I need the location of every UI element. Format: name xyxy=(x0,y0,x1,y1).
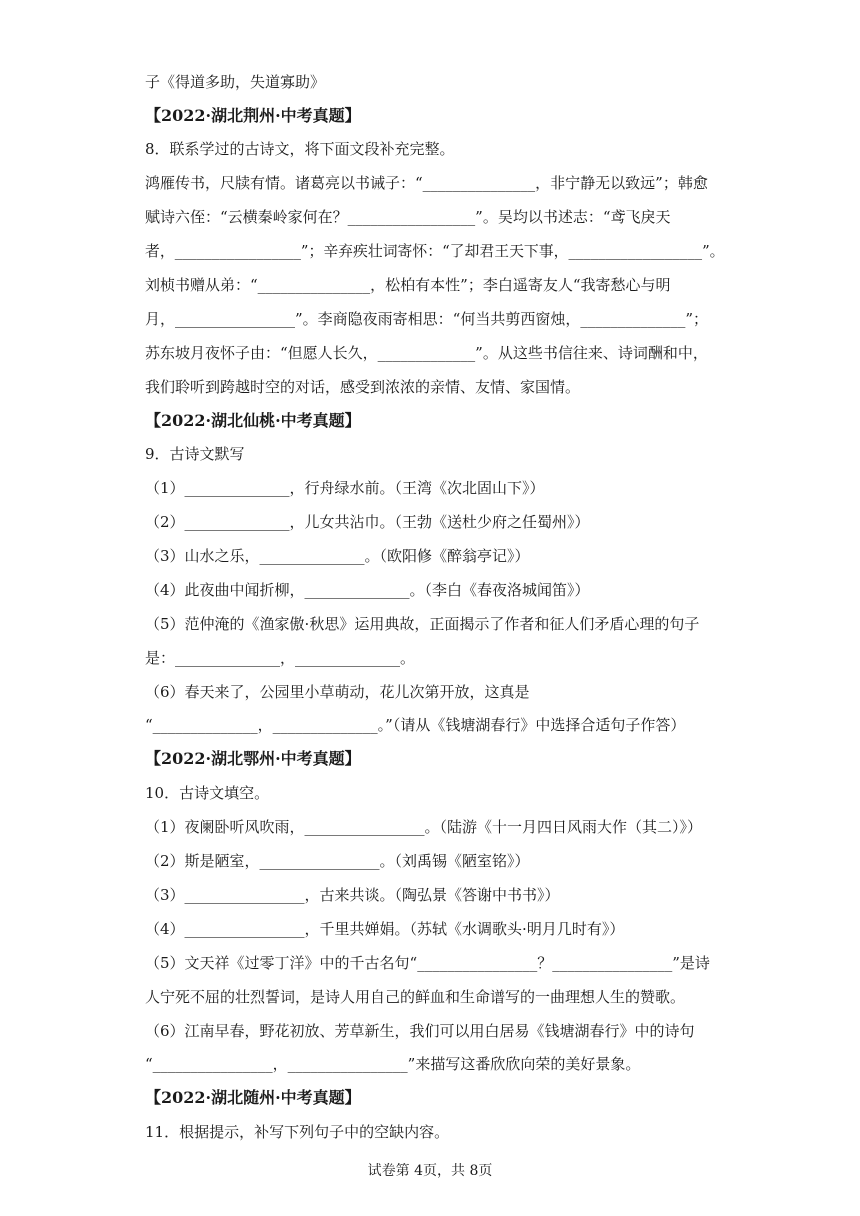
section-heading: 【2022·湖北仙桃·中考真题】 xyxy=(145,411,361,430)
text-line: （5）文天祥《过零丁洋》中的千古名句“________________？________________”是诗 xyxy=(145,954,710,972)
section-heading: 【2022·湖北鄂州·中考真题】 xyxy=(145,749,361,768)
text-line: （6）春天来了，公园里小草萌动，花儿次第开放，这真是 xyxy=(145,683,530,701)
text-line: “______________，______________。”（请从《钱塘湖春行》中选择合适句子作答） xyxy=(145,716,686,734)
text-line: （1）夜阑卧听风吹雨，________________。（陆游《十一月四日风雨大作（其二）》） xyxy=(145,818,703,836)
question-title: 9．古诗文默写 xyxy=(145,445,245,463)
text-line: 鸿雁传书，尺牍有情。诸葛亮以书诫子：“_______________，非宁静无以致远”；韩愈 xyxy=(145,174,708,192)
question-title: 11．根据提示，补写下列句子中的空缺内容。 xyxy=(145,1123,450,1141)
text-line: （2）斯是陋室，________________。（刘禹锡《陋室铭》） xyxy=(145,852,530,870)
text-line: （6）江南早春，野花初放、芳草新生，我们可以用白居易《钱塘湖春行》中的诗句 xyxy=(145,1022,695,1040)
text-line: （3）________________，古来共谈。（陶弘景《答谢中书书》） xyxy=(145,886,560,904)
text-line: （5）范仲淹的《渔家傲·秋思》运用典故，正面揭示了作者和征人们矛盾心理的句子 xyxy=(145,615,700,633)
text-line: （2）______________，儿女共沾巾。（王勃《送杜少府之任蜀州》） xyxy=(145,513,590,531)
text-line: 人宁死不屈的壮烈誓词，是诗人用自己的鲜血和生命谱写的一曲理想人生的赞歌。 xyxy=(145,988,686,1006)
text-line: 是：______________，______________。 xyxy=(145,649,416,667)
text-line: （4）此夜曲中闻折柳，______________。（李白《春夜洛城闻笛》） xyxy=(145,581,590,599)
text-line: 我们聆听到跨越时空的对话，感受到浓浓的亲情、友情、家国情。 xyxy=(145,378,581,396)
question-title: 10．古诗文填空。 xyxy=(145,784,270,802)
text-line: 苏东坡月夜怀子由：“但愿人长久，_____________”。从这些书信往来、诗词酬和中， xyxy=(145,344,708,362)
section-heading: 【2022·湖北荆州·中考真题】 xyxy=(145,106,361,125)
section-heading: 【2022·湖北随州·中考真题】 xyxy=(145,1088,361,1107)
text-line: 子《得道多助，失道寡助》 xyxy=(145,73,326,91)
text-line: （4）________________，千里共婵娟。（苏轼《水调歌头·明月几时有》） xyxy=(145,920,625,938)
text-line: 刘桢书赠从弟：“_______________，松柏有本性”；李白遥寄友人“我寄愁心与明 xyxy=(145,276,671,294)
text-line: （3）山水之乐，______________。（欧阳修《醉翁亭记》） xyxy=(145,547,530,565)
text-line: 月，________________”。李商隐夜雨寄相思：“何当共剪西窗烛，______________”； xyxy=(145,310,709,328)
text-line: 者，_________________”；辛弃疾壮词寄怀：“了却君王天下事，__________________”。 xyxy=(145,242,725,260)
text-line: 赋诗六侄：“云横秦岭家何在？_________________”。吴均以书述志：“鸢飞戾天 xyxy=(145,208,671,226)
text-line: “________________，________________”来描写这番欣欣向荣的美好景象。 xyxy=(145,1055,641,1073)
question-title: 8．联系学过的古诗文，将下面文段补充完整。 xyxy=(145,140,455,158)
text-line: （1）______________，行舟绿水前。（王湾《次北固山下》） xyxy=(145,479,545,497)
page-footer: 试卷第 4页，共 8页 xyxy=(367,1163,493,1179)
